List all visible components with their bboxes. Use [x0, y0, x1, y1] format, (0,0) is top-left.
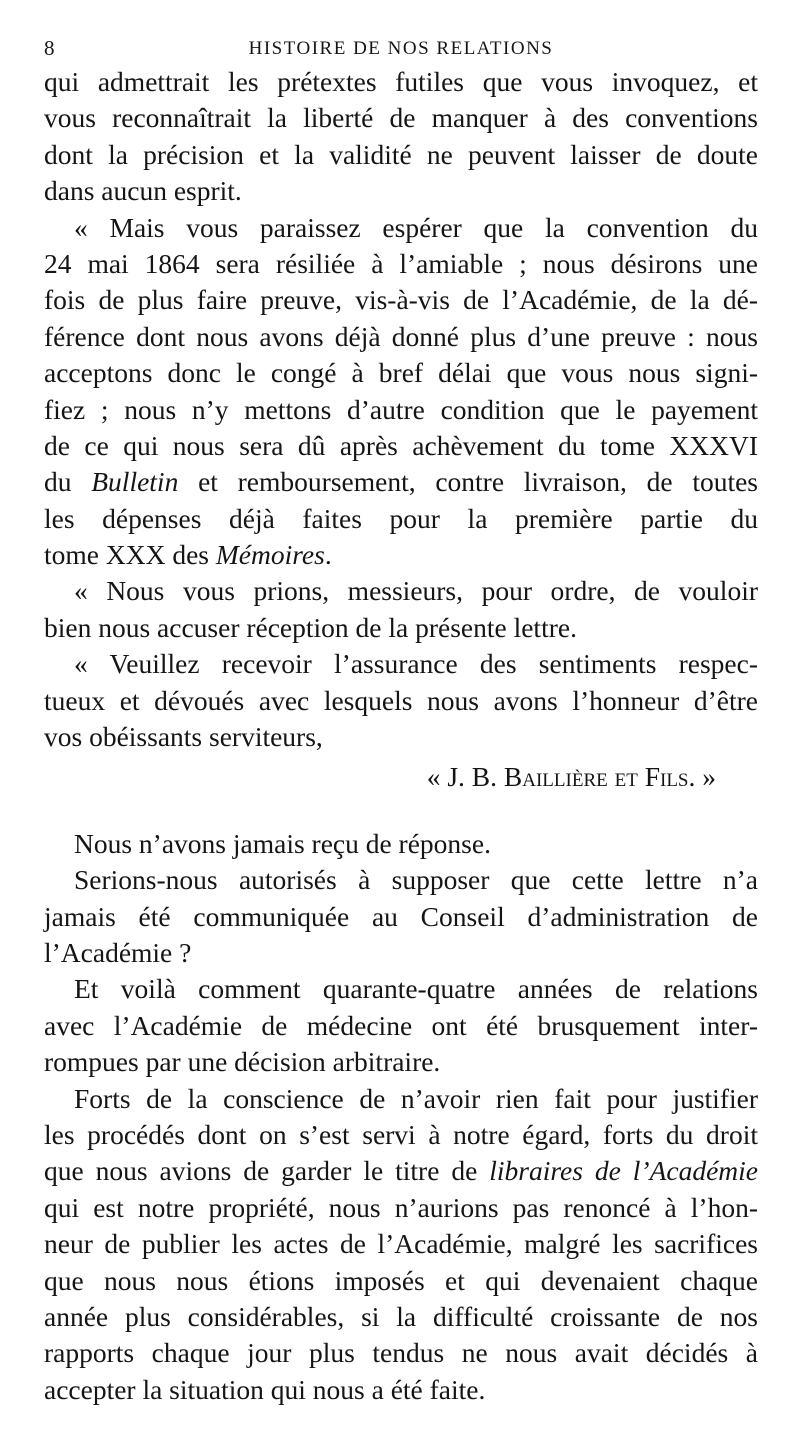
letter-paragraph-3: [44, 573, 758, 646]
signature-name: Baillière: [503, 761, 608, 793]
letter-paragraph-2: [44, 210, 758, 574]
text-line: les procédés dont on s’est servi à notre égard, forts du droit: [44, 1118, 758, 1150]
text-line: de ce qui nous sera dû après achèvement du tome XXXVI: [44, 429, 758, 461]
text-line: « Nous vous prions, messieurs, pour ordre, de vouloir: [74, 575, 758, 607]
text-line: « Mais vous paraissez espérer que la convention du: [74, 211, 758, 243]
italic-libraires-de-l-academie: libraires de l’Académie: [489, 1155, 758, 1187]
text-line: Forts de la conscience de n’avoir rien fait pour justifier: [74, 1082, 758, 1114]
text-line: vous reconnaîtrait la liberté de manquer à des conventions: [44, 102, 758, 134]
text-line: Serions-nous autorisés à supposer que cette lettre n’a: [74, 864, 758, 896]
text-line: fiez ; nous n’y mettons d’autre condition que le payement: [44, 393, 758, 425]
text-line: « Veuillez recevoir l’assurance des sentiments respec-: [74, 648, 758, 680]
signature-open: « J. B.: [426, 761, 504, 793]
italic-title-bulletin: Bulletin: [91, 466, 179, 498]
text-line: jamais été communiquée au Conseil d’administration de: [44, 900, 758, 932]
text-line: rompues par une décision arbitraire.: [44, 1046, 441, 1078]
signature-close: . »: [688, 761, 716, 793]
text-line: dans aucun esprit.: [44, 175, 242, 207]
text-line: l’Académie ?: [44, 936, 192, 968]
text-line: Et voilà comment quarante-quatre années de relations: [74, 973, 758, 1005]
text-line: tueux et dévoués avec lesquels nous avons l’honneur d’être: [44, 684, 758, 716]
running-header: [44, 30, 758, 64]
text-line: [44, 464, 758, 500]
text-line: que nous nous étions imposés et qui devenaient chaque: [44, 1264, 758, 1296]
letter-paragraph-4: [44, 646, 758, 755]
text-line: qui admettrait les prétextes futiles que vous invoquez, et: [44, 66, 758, 97]
text-run: que nous avions de garder le titre de: [44, 1155, 490, 1187]
text-run: .: [324, 539, 332, 571]
text-run: du: [44, 466, 92, 498]
body-paragraph-4: [44, 1081, 758, 1409]
text-line: férence dont nous avons déjà donné plus d’une preuve : nous: [44, 320, 758, 352]
letter-paragraph-1: [44, 64, 758, 210]
text-line: accepter la situation qui nous a été faite.: [44, 1373, 486, 1405]
book-page: [44, 30, 758, 1408]
signature-conjunction: et: [607, 761, 645, 793]
text-line: vos obéissants serviteurs,: [44, 721, 323, 753]
text-line: année plus considérables, si la difficulté croissante de nos: [44, 1300, 758, 1332]
text-line: [44, 537, 758, 573]
italic-title-memoires: Mémoires: [215, 539, 325, 571]
letter-signature: [44, 759, 758, 795]
text-line: fois de plus faire preuve, vis-à-vis de l’Académie, de la dé-: [44, 284, 758, 316]
text-line: qui est notre propriété, nous n’aurions pas renoncé à l’hon-: [44, 1191, 758, 1223]
text-line: Nous n’avons jamais reçu de réponse.: [74, 827, 491, 859]
text-line: avec l’Académie de médecine ont été brusquement inter-: [44, 1009, 758, 1041]
section-gap: [44, 796, 758, 826]
body-paragraph-1: [44, 826, 758, 862]
text-line: acceptons donc le congé à bref délai que vous nous signi-: [44, 357, 758, 389]
text-run: et remboursement, contre livraison, de toutes: [178, 466, 759, 498]
body-paragraph-2: [44, 862, 758, 971]
text-line: dont la précision et la validité ne peuvent laisser de doute: [44, 138, 758, 170]
body-paragraph-3: [44, 971, 758, 1080]
page-number: 8: [44, 36, 55, 60]
text-line: neur de publier les actes de l’Académie, malgré les sacrifices: [44, 1228, 758, 1260]
signature-name-fils: Fils: [644, 761, 689, 793]
text-line: [44, 1153, 758, 1189]
text-line: 24 mai 1864 sera résiliée à l’amiable ; nous désirons une: [44, 247, 758, 279]
text-line: bien nous accuser réception de la présente lettre.: [44, 611, 577, 643]
running-title: HISTOIRE DE NOS RELATIONS: [248, 38, 554, 59]
text-line: rapports chaque jour plus tendus ne nous avait décidés à: [44, 1337, 758, 1369]
text-line: les dépenses déjà faites pour la première partie du: [44, 502, 758, 534]
text-run: tome XXX des: [44, 539, 216, 571]
